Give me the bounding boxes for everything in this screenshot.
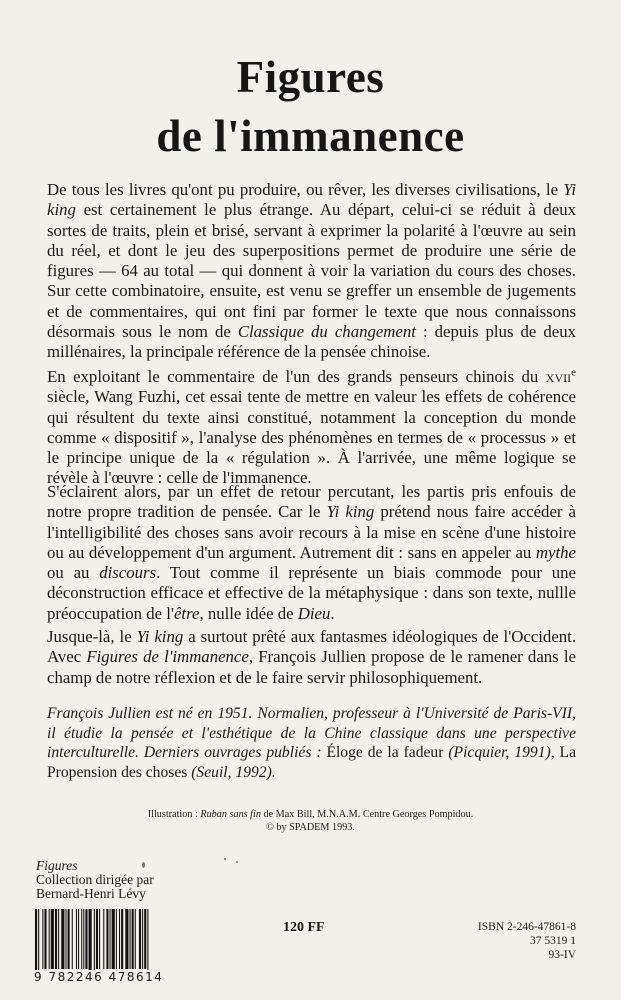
barcode-bar (135, 909, 136, 969)
collection-director-name: Bernard-Henri Lévy (36, 886, 146, 901)
barcode-bar (76, 909, 77, 969)
text-run: Éloge de la fadeur (326, 744, 444, 762)
barcode-bar (96, 909, 98, 969)
collection-director-label: Collection dirigée par (36, 872, 154, 887)
barcode-bar (121, 909, 123, 969)
barcode-bar (58, 909, 59, 969)
barcode-bar (51, 909, 54, 969)
text-run: Figures de l'immanence (86, 647, 249, 667)
collection-info (36, 859, 154, 901)
text-run: Yi king (326, 502, 375, 522)
barcode-bar (142, 909, 143, 969)
text-run: En exploitant le commentaire de l'un des grands penseurs chinois du (47, 367, 546, 386)
text-run: être (173, 603, 200, 623)
barcode-bar (99, 909, 100, 969)
isbn-code-2: 37 5319 1 (530, 935, 576, 947)
barcode-bar (132, 909, 134, 969)
text-run: (Seuil, 1992). (187, 763, 276, 781)
isbn-block (478, 920, 576, 962)
barcode-bar (119, 909, 120, 969)
book-title-line-2: de l'immanence (156, 111, 465, 161)
barcode-bar (125, 909, 128, 969)
text-run: (Picquier, 1991), (443, 744, 560, 762)
barcode-bar (68, 909, 70, 969)
barcode-bar (144, 909, 146, 969)
blurb-paragraph-1 (47, 180, 576, 363)
paper-speck (224, 858, 226, 860)
text-run: siècle, Wang Fuzhi, cet essai tente de mettre en valeur les effets de cohérence qui résultent du texte ainsi constitué, notamment la conception du monde comme « dispositif », l'analyse des phénomènes en termes de « processus » et le principe unique de la « régulation ». À l'arrivée, une même logique se révèle à l'œuvre : celle de l'immanence. (47, 387, 576, 488)
text-run: mythe (535, 542, 576, 562)
author-bio (47, 704, 576, 782)
barcode-bar (65, 909, 66, 969)
barcode-bar (61, 909, 64, 969)
barcode-bar (112, 909, 115, 969)
blurb-paragraph-2 (47, 367, 576, 489)
text-run: De tous les livres qu'ont pu produire, ou rêver, les diverses civilisations, le (47, 180, 564, 199)
barcode-bar (44, 909, 46, 969)
text-run: : depuis plus de deux millénaires, la principale référence de la pensée chinoise. (47, 322, 576, 362)
barcode-bar (85, 909, 87, 969)
barcode-bar (72, 909, 73, 969)
credits-line-1: Illustration : Ruban sans fin de Max Bill, M.N.A.M. Centre Georges Pompidou. (147, 809, 474, 820)
book-title-line-1: Figures (236, 52, 385, 102)
text-run: La Propension des choses (47, 744, 576, 781)
text-run: Jusque-là, le (47, 627, 137, 646)
blurb-paragraph-3 (47, 482, 576, 624)
blurb-paragraph-4 (47, 627, 576, 688)
text-run: . (330, 603, 335, 623)
text-run: xvii (545, 367, 572, 386)
text-run: S'éclairent alors, par un effet de retour percutant, les partis pris enfouis de notre propre tradition de pensée. Car le (47, 482, 576, 522)
price-label: 120 FF (283, 920, 325, 935)
text-run: . Tout comme il représente un biais commode pour une déconstruction efficace et effective de la métaphysique : dans son texte, nullle préoccupation de l' (47, 563, 576, 623)
barcode-bar (78, 909, 79, 969)
text-run: e (571, 366, 576, 379)
text-run: François Jullien est né en 1951. Normalien, professeur à l'Université de Paris-VII, il étudie la pensée et l'esthétique de la Chine classique dans une perspective interculturelle. Derniers ouvrages publiés : (47, 705, 576, 762)
barcode-bar (116, 909, 117, 969)
barcode-bar (42, 909, 43, 969)
text-run: ou au (47, 563, 100, 583)
barcode-bar (49, 909, 50, 969)
barcode-bar (83, 909, 84, 969)
barcode-bar (139, 909, 141, 969)
isbn-number: ISBN 2-246-47861-8 (477, 921, 576, 933)
illustration-credits (0, 808, 621, 834)
text-run: prétend nous faire accéder à l'intelligibilité des choses sans avoir recours à la mise en scène d'une histoire ou au développement d'un argument. Autrement dit : sans en appeler au (47, 502, 576, 562)
isbn-code-3: 93-IV (548, 949, 576, 961)
paper-speck (142, 862, 145, 868)
text-run: est certainement le plus étrange. Au départ, celui-ci se réduit à deux sortes de traits, plein et brisé, servant à exprimer la polarité à l'œuvre au sein du réel, et dont le jeu des superpositions permet de produire une série de figures — 64 au total — qui donnent à voir la variation du cours des choses. Sur cette combinatoire, ensuite, est venu se greffer un ensemble de jugements et de commentaires, qui ont fini par former le texte que nous connaissons désormais sous le nom de (47, 200, 576, 342)
barcode-digits: 9 782246 478614 (34, 970, 164, 984)
text-run: Yi king (136, 627, 184, 646)
text-run: a surtout prêté aux fantasmes idéologiques de l'Occident. Avec (47, 627, 577, 667)
barcode-bar (130, 909, 131, 969)
paper-speck (236, 861, 238, 863)
text-run: Yi king (47, 180, 576, 220)
barcode-bar (81, 909, 82, 969)
text-run: Dieu (297, 603, 331, 623)
barcode-bar (103, 909, 104, 969)
barcode-bar (106, 909, 108, 969)
barcode-bar (110, 909, 111, 969)
text-run: , François Jullien propose de le ramener dans le champ de notre réflexion et de le faire servir philosophiquement. (47, 647, 576, 687)
text-run: discours (99, 563, 157, 583)
barcode-bar (55, 909, 57, 969)
collection-name: Figures (36, 858, 78, 873)
credits-line-2: © by SPADEM 1993. (266, 822, 355, 833)
text-run: Classique du changement (237, 322, 416, 342)
text-run: , nulle idée de (199, 603, 298, 623)
